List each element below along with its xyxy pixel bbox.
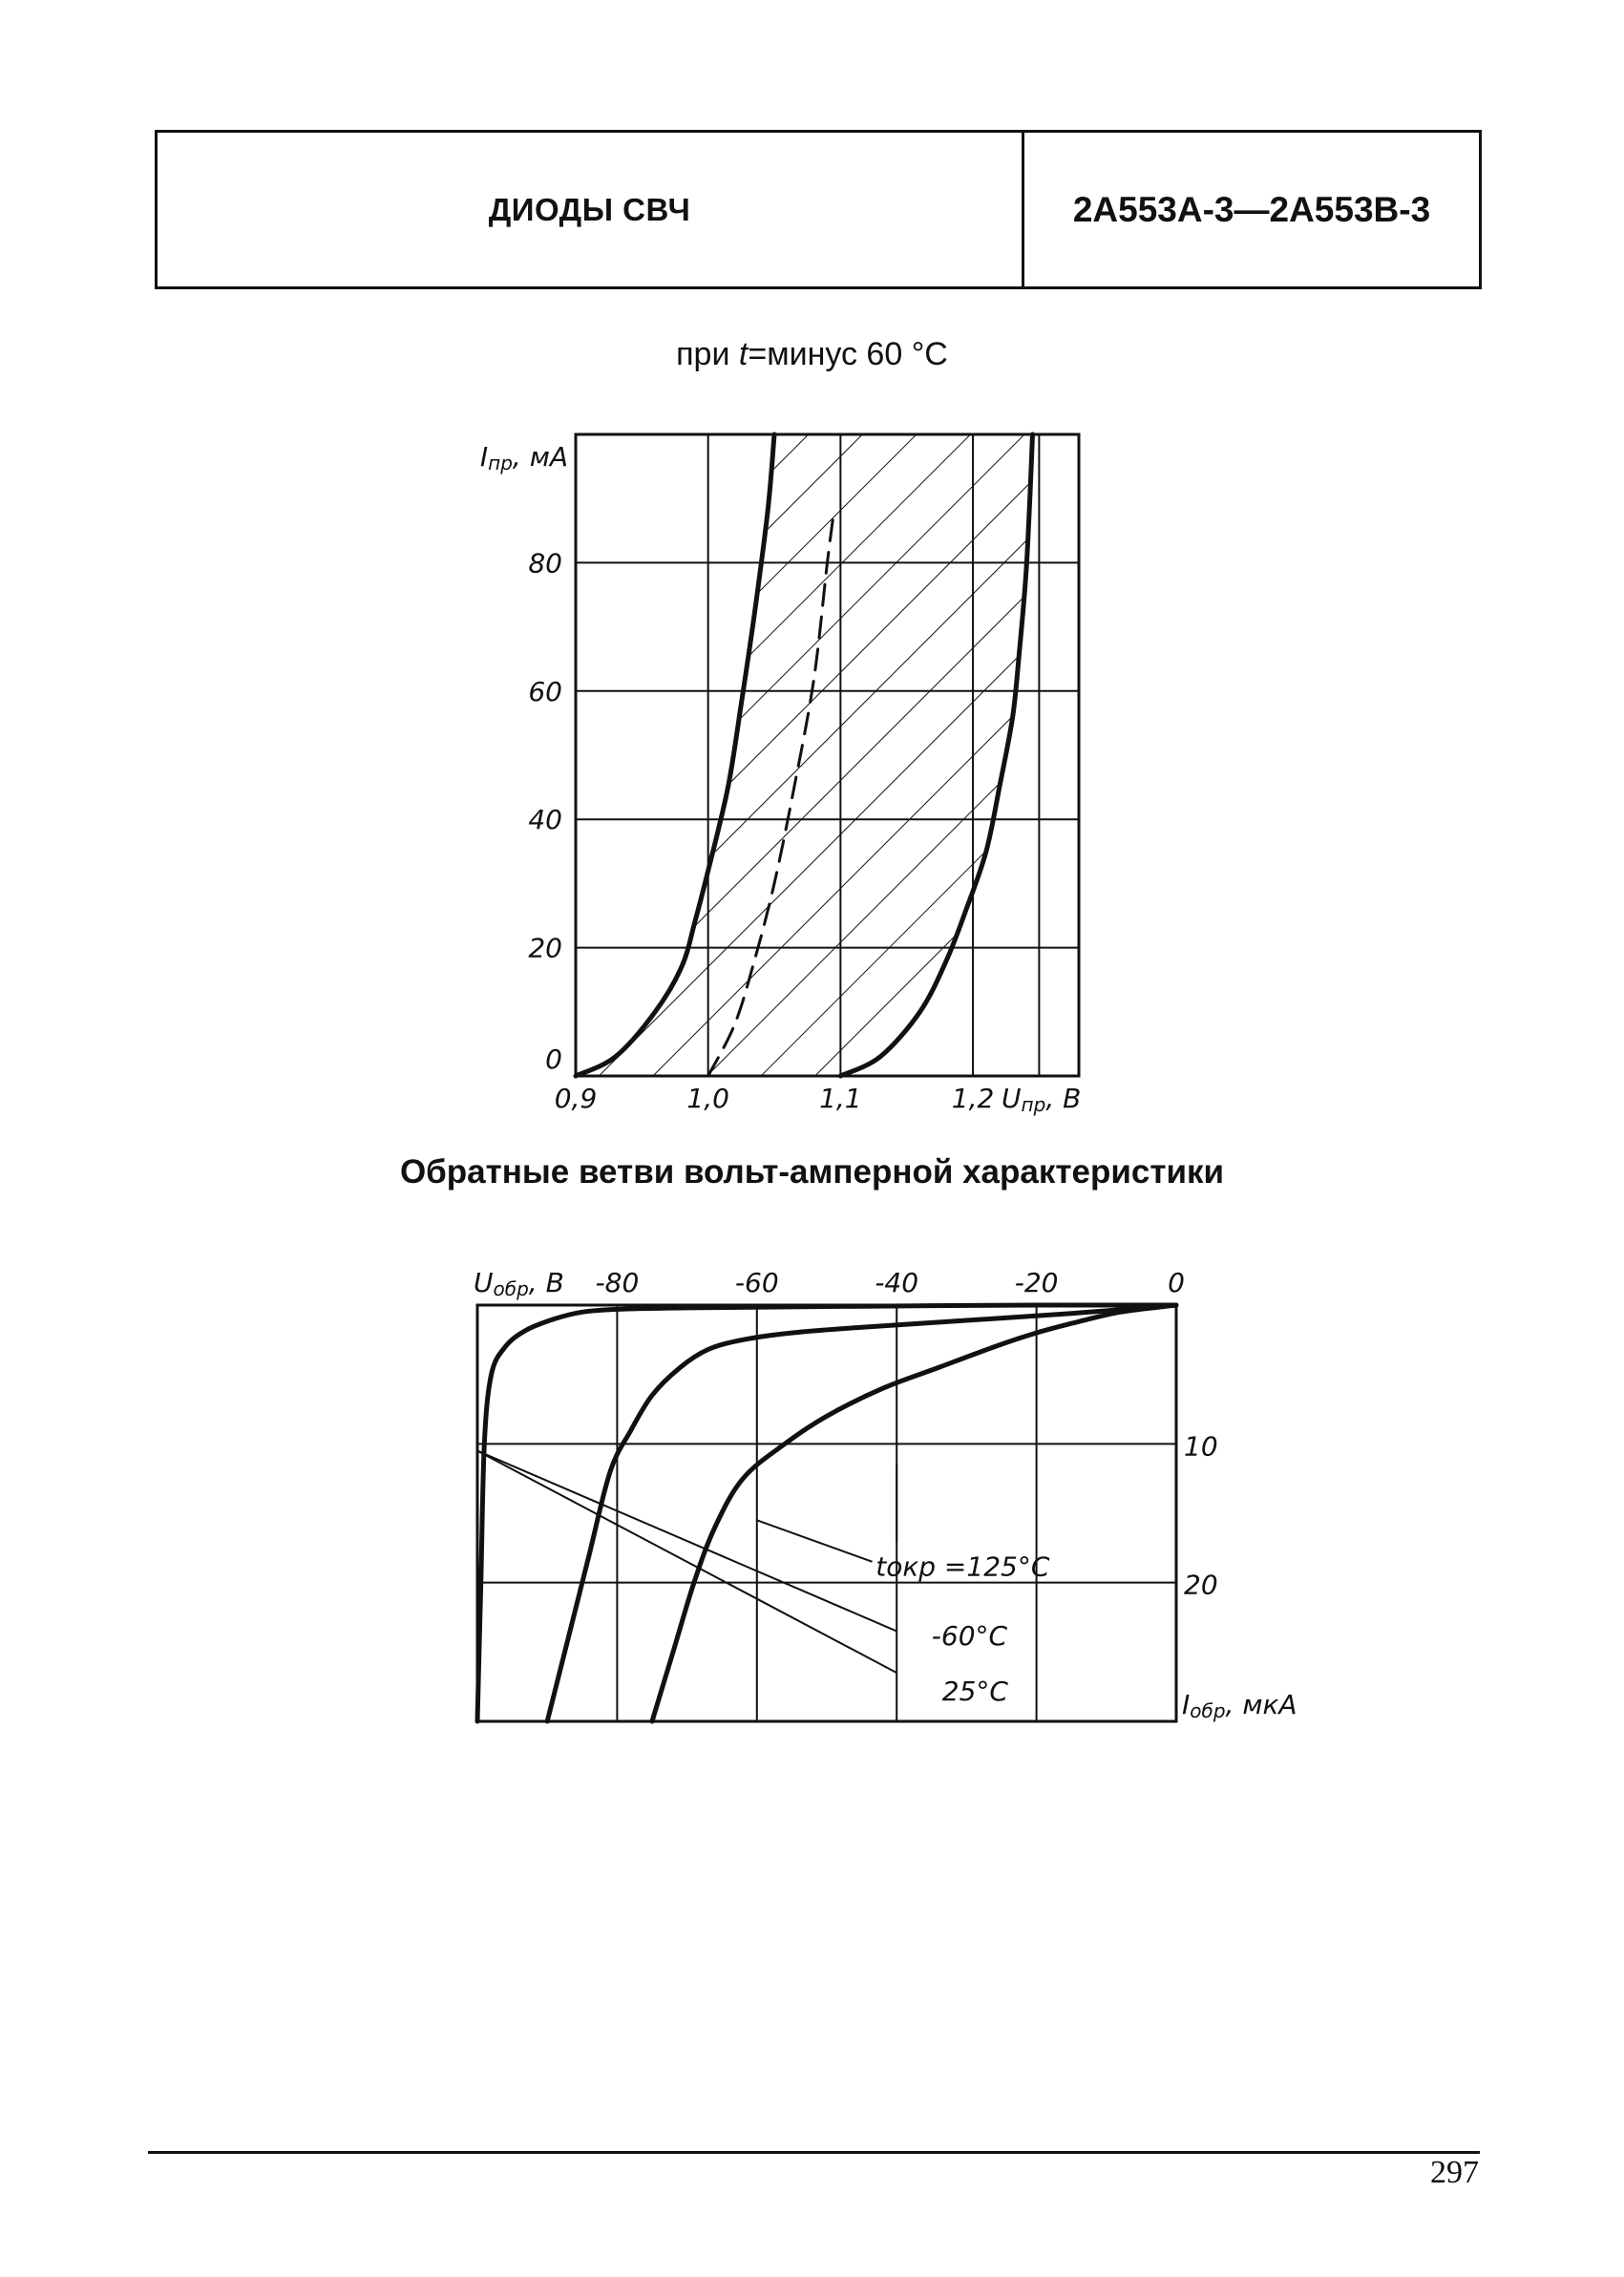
chart1-xtick-label: 0,9 [554, 1083, 598, 1114]
subtitle-variable: t [738, 336, 749, 372]
chart2-series-3 [547, 1305, 1176, 1721]
chart2-xtick-label: -20 [1014, 1267, 1059, 1298]
chart1-ytick-label: 20 [528, 932, 562, 964]
chart2-y-axis-label: Iобр, мкА [1182, 1689, 1297, 1722]
chart1-ytick-label: 60 [528, 675, 562, 707]
chart2-annotation-2: -60°С [931, 1620, 1008, 1653]
chart1-xtick-label: 1,0 [686, 1083, 729, 1114]
chart2-ytick-label: 10 [1184, 1430, 1218, 1463]
chart2-xtick-label: -60 [734, 1267, 779, 1298]
chart2-xtick-label: 0 [1168, 1267, 1185, 1298]
chart2-annotation-1: tокр =125°С [875, 1550, 1050, 1583]
chart2-annotation-3: 25°С [941, 1676, 1008, 1708]
chart2-x-axis-label: Uобр, В [474, 1267, 564, 1300]
footer-rule [148, 2151, 1480, 2154]
header-right-title: 2А553А-3—2А553В-3 [1072, 189, 1431, 229]
chart2-xtick-label: -40 [875, 1267, 919, 1298]
chart2-series-1 [652, 1305, 1176, 1721]
chart1-x-axis-label: Uпр, В [1002, 1083, 1082, 1116]
chart2-ytick-label: 20 [1184, 1569, 1218, 1601]
chart2-grid [477, 1305, 1176, 1721]
annotation-leader [757, 1520, 873, 1562]
chart1-y-axis-label: Iпр, мА [479, 441, 568, 474]
section-title: Обратные ветви вольт-амперной характеристики [399, 1153, 1225, 1191]
header-left-title: ДИОДЫ СВЧ [158, 133, 1024, 286]
chart1-xtick-label: 1,1 [819, 1083, 862, 1114]
page-number: 297 [1430, 2155, 1479, 2190]
chart2-xtick-label: -80 [595, 1267, 640, 1298]
chart1-ytick-label: 80 [528, 547, 562, 580]
chart2-series-2 [477, 1305, 1176, 1721]
chart1-xtick-label: 1,2 [951, 1083, 995, 1114]
subtitle-suffix: =минус 60 °С [748, 336, 948, 372]
chart1-ytick-label: 40 [528, 804, 562, 836]
annotation-leader [477, 1451, 896, 1674]
subtitle-prefix: при [676, 336, 739, 372]
chart1-ytick-label: 0 [545, 1044, 562, 1075]
chart2-frame [477, 1305, 1176, 1721]
